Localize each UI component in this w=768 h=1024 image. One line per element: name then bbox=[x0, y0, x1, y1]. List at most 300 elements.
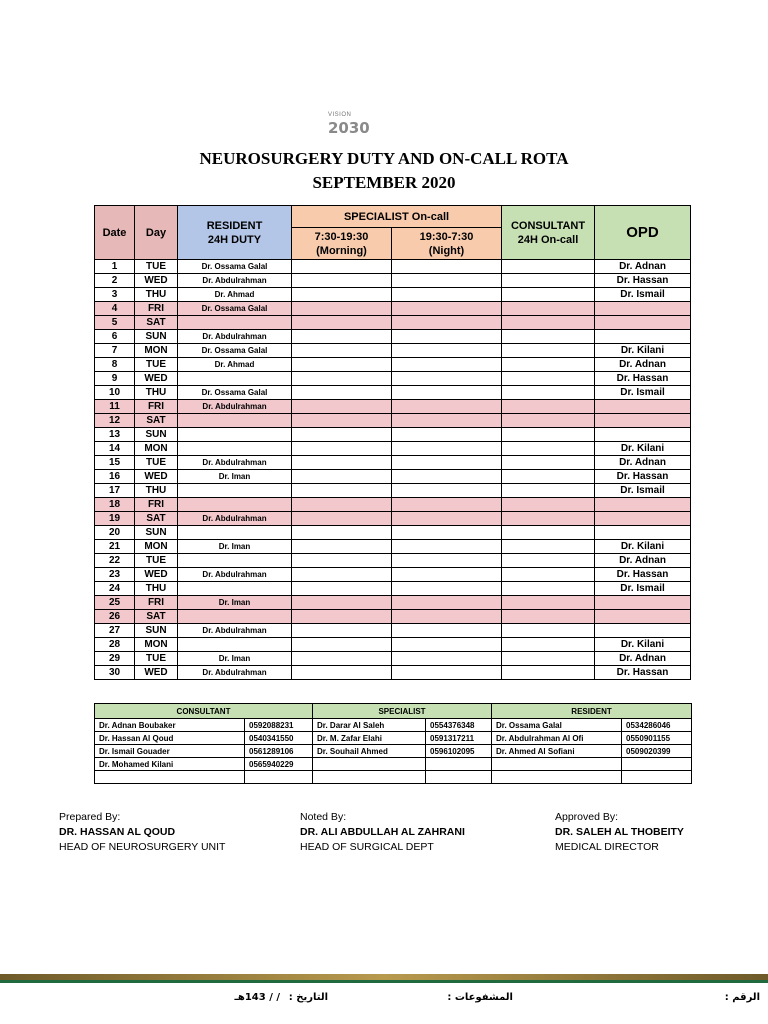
header-morning-label: (Morning) bbox=[316, 244, 367, 257]
rota-date-cell: 17 bbox=[95, 484, 135, 498]
rota-row bbox=[95, 358, 691, 372]
rota-night-cell bbox=[392, 470, 502, 484]
rota-resident-cell: Dr. Ossama Galal bbox=[178, 344, 292, 358]
header-resident-label: RESIDENT bbox=[206, 219, 263, 232]
rota-consultant-cell bbox=[502, 512, 595, 526]
rota-day-cell: FRI bbox=[135, 400, 178, 414]
rota-resident-cell bbox=[178, 316, 292, 330]
header-specialist: SPECIALIST On-call bbox=[292, 206, 502, 228]
rota-day-cell: SUN bbox=[135, 526, 178, 540]
rota-opd-cell bbox=[595, 316, 691, 330]
rota-consultant-cell bbox=[502, 484, 595, 498]
rota-opd-cell: Dr. Hassan bbox=[595, 372, 691, 386]
rota-morning-cell bbox=[292, 302, 392, 316]
rota-day-cell: FRI bbox=[135, 302, 178, 316]
rota-date-cell: 1 bbox=[95, 260, 135, 274]
rota-date-cell: 7 bbox=[95, 344, 135, 358]
rota-date-cell: 16 bbox=[95, 470, 135, 484]
rota-opd-cell: Dr. Hassan bbox=[595, 470, 691, 484]
rota-night-cell bbox=[392, 666, 502, 680]
rota-resident-cell: Dr. Ossama Galal bbox=[178, 260, 292, 274]
rota-morning-cell bbox=[292, 540, 392, 554]
rota-date-cell: 20 bbox=[95, 526, 135, 540]
header-day: Day bbox=[135, 206, 178, 260]
header-resident bbox=[178, 206, 292, 260]
rota-consultant-cell bbox=[502, 652, 595, 666]
rota-row bbox=[95, 330, 691, 344]
rota-opd-cell: Dr. Kilani bbox=[595, 442, 691, 456]
rota-date-cell: 26 bbox=[95, 610, 135, 624]
page-title: NEUROSURGERY DUTY AND ON-CALL ROTA bbox=[199, 149, 569, 168]
rota-opd-cell: Dr. Hassan bbox=[595, 274, 691, 288]
rota-date-cell: 25 bbox=[95, 596, 135, 610]
rota-consultant-cell bbox=[502, 414, 595, 428]
rota-resident-cell bbox=[178, 582, 292, 596]
rota-day-cell: MON bbox=[135, 344, 178, 358]
rota-consultant-cell bbox=[502, 610, 595, 624]
rota-day-cell: TUE bbox=[135, 554, 178, 568]
rota-consultant-cell bbox=[502, 288, 595, 302]
rota-resident-cell: Dr. Abdulrahman bbox=[178, 400, 292, 414]
rota-morning-cell bbox=[292, 316, 392, 330]
rota-morning-cell bbox=[292, 414, 392, 428]
rota-resident-cell bbox=[178, 428, 292, 442]
rota-morning-cell bbox=[292, 344, 392, 358]
rota-morning-cell bbox=[292, 512, 392, 526]
rota-day-cell: THU bbox=[135, 582, 178, 596]
rota-row bbox=[95, 512, 691, 526]
rota-resident-cell: Dr. Abdulrahman bbox=[178, 274, 292, 288]
header-consultant bbox=[502, 206, 595, 260]
rota-row bbox=[95, 442, 691, 456]
specialist-phone-cell bbox=[426, 758, 492, 771]
header-morning-time: 7:30-19:30 bbox=[314, 230, 369, 243]
rota-row bbox=[95, 470, 691, 484]
rota-night-cell bbox=[392, 526, 502, 540]
rota-opd-cell: Dr. Ismail bbox=[595, 386, 691, 400]
logo-top-text: VISION bbox=[328, 112, 352, 118]
rota-row bbox=[95, 260, 691, 274]
rota-night-cell bbox=[392, 288, 502, 302]
specialist-name-cell bbox=[313, 771, 426, 784]
resident-phone-cell bbox=[622, 771, 692, 784]
prepared-by-block bbox=[59, 810, 225, 855]
rota-date-cell: 29 bbox=[95, 652, 135, 666]
specialist-phone-cell: 0591317211 bbox=[426, 732, 492, 745]
rota-row bbox=[95, 554, 691, 568]
rota-consultant-cell bbox=[502, 470, 595, 484]
rota-consultant-cell bbox=[502, 358, 595, 372]
rota-consultant-cell bbox=[502, 540, 595, 554]
header-opd: OPD bbox=[595, 206, 691, 260]
resident-name-cell: Dr. Abdulrahman Al Ofi bbox=[492, 732, 622, 745]
rota-opd-cell: Dr. Kilani bbox=[595, 344, 691, 358]
rota-opd-cell: Dr. Adnan bbox=[595, 358, 691, 372]
consultant-phone-cell: 0561289106 bbox=[245, 745, 313, 758]
approved-by-label: Approved By: bbox=[555, 811, 619, 823]
footer-green-band bbox=[0, 980, 768, 983]
rota-day-cell: SUN bbox=[135, 330, 178, 344]
consultant-name-cell: Dr. Hassan Al Qoud bbox=[95, 732, 245, 745]
rota-row bbox=[95, 456, 691, 470]
rota-day-cell: TUE bbox=[135, 456, 178, 470]
rota-row bbox=[95, 428, 691, 442]
rota-consultant-cell bbox=[502, 316, 595, 330]
rota-consultant-cell bbox=[502, 274, 595, 288]
header-consultant-sub: 24H On-call bbox=[517, 233, 579, 246]
noted-by-title: HEAD OF SURGICAL DEPT bbox=[300, 841, 434, 853]
rota-resident-cell: Dr. Iman bbox=[178, 470, 292, 484]
rota-morning-cell bbox=[292, 442, 392, 456]
rota-date-cell: 24 bbox=[95, 582, 135, 596]
rota-consultant-cell bbox=[502, 428, 595, 442]
contacts-table bbox=[94, 703, 692, 784]
rota-day-cell: THU bbox=[135, 288, 178, 302]
rota-resident-cell: Dr. Abdulrahman bbox=[178, 568, 292, 582]
rota-row bbox=[95, 498, 691, 512]
rota-morning-cell bbox=[292, 582, 392, 596]
rota-day-cell: TUE bbox=[135, 260, 178, 274]
rota-date-cell: 15 bbox=[95, 456, 135, 470]
consultant-phone-cell: 0565940229 bbox=[245, 758, 313, 771]
rota-night-cell bbox=[392, 554, 502, 568]
consultant-name-cell: Dr. Ismail Gouader bbox=[95, 745, 245, 758]
noted-by-block bbox=[300, 810, 465, 855]
rota-night-cell bbox=[392, 512, 502, 526]
rota-row bbox=[95, 582, 691, 596]
rota-date-cell: 9 bbox=[95, 372, 135, 386]
rota-row bbox=[95, 274, 691, 288]
header-consultant-label: CONSULTANT bbox=[510, 219, 586, 232]
rota-morning-cell bbox=[292, 386, 392, 400]
rota-resident-cell bbox=[178, 610, 292, 624]
rota-night-cell bbox=[392, 652, 502, 666]
page-subtitle: SEPTEMBER 2020 bbox=[312, 173, 456, 192]
rota-morning-cell bbox=[292, 428, 392, 442]
rota-day-cell: MON bbox=[135, 540, 178, 554]
rota-row bbox=[95, 624, 691, 638]
rota-day-cell: SUN bbox=[135, 428, 178, 442]
rota-morning-cell bbox=[292, 526, 392, 540]
contacts-row bbox=[95, 758, 692, 771]
rota-day-cell: WED bbox=[135, 568, 178, 582]
rota-opd-cell bbox=[595, 498, 691, 512]
rota-opd-cell bbox=[595, 414, 691, 428]
rota-night-cell bbox=[392, 414, 502, 428]
footer-date-value: / / 143هـ bbox=[234, 992, 280, 1003]
rota-resident-cell: Dr. Iman bbox=[178, 540, 292, 554]
rota-night-cell bbox=[392, 344, 502, 358]
rota-morning-cell bbox=[292, 274, 392, 288]
rota-consultant-cell bbox=[502, 638, 595, 652]
rota-opd-cell bbox=[595, 512, 691, 526]
rota-day-cell: SAT bbox=[135, 414, 178, 428]
rota-opd-cell: Dr. Adnan bbox=[595, 260, 691, 274]
rota-date-cell: 28 bbox=[95, 638, 135, 652]
footer-attachments-label: المشفوعات : bbox=[447, 992, 513, 1003]
consultant-phone-cell: 0592088231 bbox=[245, 719, 313, 732]
resident-phone-cell bbox=[622, 758, 692, 771]
rota-night-cell bbox=[392, 456, 502, 470]
rota-date-cell: 8 bbox=[95, 358, 135, 372]
rota-opd-cell bbox=[595, 526, 691, 540]
rota-table bbox=[94, 205, 691, 680]
rota-opd-cell: Dr. Kilani bbox=[595, 540, 691, 554]
rota-consultant-cell bbox=[502, 568, 595, 582]
rota-consultant-cell bbox=[502, 554, 595, 568]
rota-consultant-cell bbox=[502, 400, 595, 414]
rota-date-cell: 13 bbox=[95, 428, 135, 442]
rota-date-cell: 30 bbox=[95, 666, 135, 680]
rota-morning-cell bbox=[292, 330, 392, 344]
rota-resident-cell bbox=[178, 498, 292, 512]
rota-morning-cell bbox=[292, 652, 392, 666]
logo-main-text: 2030 bbox=[328, 119, 370, 137]
rota-resident-cell: Dr. Ahmad bbox=[178, 288, 292, 302]
rota-night-cell bbox=[392, 316, 502, 330]
rota-opd-cell: Dr. Ismail bbox=[595, 288, 691, 302]
resident-phone-cell: 0509020399 bbox=[622, 745, 692, 758]
rota-day-cell: MON bbox=[135, 638, 178, 652]
rota-date-cell: 27 bbox=[95, 624, 135, 638]
rota-consultant-cell bbox=[502, 498, 595, 512]
header-resident-sub: 24H DUTY bbox=[207, 233, 262, 246]
prepared-by-name: DR. HASSAN AL QOUD bbox=[59, 826, 176, 838]
rota-night-cell bbox=[392, 582, 502, 596]
footer-number-label: الرقم : bbox=[724, 992, 760, 1003]
rota-resident-cell bbox=[178, 442, 292, 456]
rota-row bbox=[95, 666, 691, 680]
rota-resident-cell: Dr. Ahmad bbox=[178, 358, 292, 372]
rota-consultant-cell bbox=[502, 666, 595, 680]
rota-opd-cell bbox=[595, 596, 691, 610]
rota-day-cell: THU bbox=[135, 484, 178, 498]
rota-resident-cell: Dr. Abdulrahman bbox=[178, 624, 292, 638]
rota-day-cell: SUN bbox=[135, 624, 178, 638]
rota-morning-cell bbox=[292, 666, 392, 680]
specialist-name-cell bbox=[313, 758, 426, 771]
rota-resident-cell: Dr. Ossama Galal bbox=[178, 386, 292, 400]
noted-by-name: DR. ALI ABDULLAH AL ZAHRANI bbox=[300, 826, 465, 838]
rota-morning-cell bbox=[292, 456, 392, 470]
rota-row bbox=[95, 540, 691, 554]
rota-date-cell: 23 bbox=[95, 568, 135, 582]
rota-night-cell bbox=[392, 274, 502, 288]
contacts-row bbox=[95, 732, 692, 745]
rota-row bbox=[95, 386, 691, 400]
rota-row bbox=[95, 344, 691, 358]
rota-night-cell bbox=[392, 372, 502, 386]
rota-opd-cell bbox=[595, 400, 691, 414]
rota-date-cell: 5 bbox=[95, 316, 135, 330]
rota-opd-cell: Dr. Adnan bbox=[595, 652, 691, 666]
rota-row bbox=[95, 652, 691, 666]
rota-night-cell bbox=[392, 568, 502, 582]
rota-night-cell bbox=[392, 540, 502, 554]
rota-body bbox=[95, 260, 691, 680]
resident-name-cell bbox=[492, 771, 622, 784]
rota-morning-cell bbox=[292, 498, 392, 512]
rota-opd-cell bbox=[595, 302, 691, 316]
rota-day-cell: SAT bbox=[135, 316, 178, 330]
rota-opd-cell: Dr. Hassan bbox=[595, 568, 691, 582]
rota-row bbox=[95, 400, 691, 414]
rota-consultant-cell bbox=[502, 330, 595, 344]
rota-consultant-cell bbox=[502, 624, 595, 638]
rota-consultant-cell bbox=[502, 260, 595, 274]
rota-resident-cell: Dr. Ossama Galal bbox=[178, 302, 292, 316]
rota-opd-cell bbox=[595, 428, 691, 442]
rota-consultant-cell bbox=[502, 372, 595, 386]
prepared-by-label: Prepared By: bbox=[59, 811, 121, 823]
contacts-body bbox=[95, 719, 692, 784]
vision-2030-logo bbox=[326, 110, 378, 144]
resident-name-cell bbox=[492, 758, 622, 771]
rota-resident-cell bbox=[178, 638, 292, 652]
rota-night-cell bbox=[392, 596, 502, 610]
rota-date-cell: 10 bbox=[95, 386, 135, 400]
rota-resident-cell bbox=[178, 554, 292, 568]
rota-day-cell: WED bbox=[135, 372, 178, 386]
rota-date-cell: 11 bbox=[95, 400, 135, 414]
rota-opd-cell bbox=[595, 330, 691, 344]
rota-row bbox=[95, 596, 691, 610]
contacts-header-consultant: CONSULTANT bbox=[95, 704, 313, 719]
rota-night-cell bbox=[392, 358, 502, 372]
contacts-row bbox=[95, 745, 692, 758]
rota-consultant-cell bbox=[502, 456, 595, 470]
footer-date-label: التاريخ : bbox=[288, 992, 328, 1003]
rota-date-cell: 6 bbox=[95, 330, 135, 344]
rota-night-cell bbox=[392, 484, 502, 498]
header-night-time: 19:30-7:30 bbox=[419, 230, 474, 243]
rota-resident-cell bbox=[178, 414, 292, 428]
consultant-name-cell: Dr. Adnan Boubaker bbox=[95, 719, 245, 732]
rota-morning-cell bbox=[292, 260, 392, 274]
rota-row bbox=[95, 414, 691, 428]
rota-day-cell: SAT bbox=[135, 610, 178, 624]
rota-morning-cell bbox=[292, 288, 392, 302]
rota-resident-cell bbox=[178, 484, 292, 498]
rota-night-cell bbox=[392, 638, 502, 652]
rota-night-cell bbox=[392, 400, 502, 414]
rota-date-cell: 3 bbox=[95, 288, 135, 302]
rota-row bbox=[95, 568, 691, 582]
contacts-header-specialist: SPECIALIST bbox=[313, 704, 492, 719]
rota-resident-cell: Dr. Abdulrahman bbox=[178, 456, 292, 470]
specialist-name-cell: Dr. Darar Al Saleh bbox=[313, 719, 426, 732]
rota-opd-cell bbox=[595, 624, 691, 638]
rota-consultant-cell bbox=[502, 596, 595, 610]
rota-row bbox=[95, 288, 691, 302]
consultant-phone-cell bbox=[245, 771, 313, 784]
rota-opd-cell: Dr. Hassan bbox=[595, 666, 691, 680]
rota-day-cell: WED bbox=[135, 666, 178, 680]
rota-opd-cell: Dr. Kilani bbox=[595, 638, 691, 652]
rota-row bbox=[95, 638, 691, 652]
rota-morning-cell bbox=[292, 554, 392, 568]
rota-day-cell: THU bbox=[135, 386, 178, 400]
rota-row bbox=[95, 316, 691, 330]
rota-morning-cell bbox=[292, 624, 392, 638]
specialist-phone-cell bbox=[426, 771, 492, 784]
rota-consultant-cell bbox=[502, 526, 595, 540]
rota-date-cell: 19 bbox=[95, 512, 135, 526]
specialist-name-cell: Dr. Souhail Ahmed bbox=[313, 745, 426, 758]
rota-day-cell: TUE bbox=[135, 652, 178, 666]
rota-row bbox=[95, 610, 691, 624]
rota-morning-cell bbox=[292, 484, 392, 498]
rota-morning-cell bbox=[292, 638, 392, 652]
prepared-by-title: HEAD OF NEUROSURGERY UNIT bbox=[59, 841, 226, 853]
rota-opd-cell: Dr. Adnan bbox=[595, 456, 691, 470]
rota-night-cell bbox=[392, 386, 502, 400]
rota-day-cell: SAT bbox=[135, 512, 178, 526]
rota-date-cell: 22 bbox=[95, 554, 135, 568]
rota-consultant-cell bbox=[502, 344, 595, 358]
resident-phone-cell: 0550901155 bbox=[622, 732, 692, 745]
rota-opd-cell: Dr. Ismail bbox=[595, 582, 691, 596]
rota-day-cell: FRI bbox=[135, 498, 178, 512]
resident-name-cell: Dr. Ahmed Al Sofiani bbox=[492, 745, 622, 758]
rota-date-cell: 14 bbox=[95, 442, 135, 456]
rota-resident-cell: Dr. Abdulrahman bbox=[178, 330, 292, 344]
rota-resident-cell: Dr. Abdulrahman bbox=[178, 512, 292, 526]
rota-night-cell bbox=[392, 302, 502, 316]
rota-night-cell bbox=[392, 260, 502, 274]
rota-day-cell: FRI bbox=[135, 596, 178, 610]
rota-date-cell: 18 bbox=[95, 498, 135, 512]
rota-opd-cell bbox=[595, 610, 691, 624]
rota-row bbox=[95, 372, 691, 386]
noted-by-label: Noted By: bbox=[300, 811, 347, 823]
rota-row bbox=[95, 302, 691, 316]
contacts-row bbox=[95, 719, 692, 732]
rota-night-cell bbox=[392, 330, 502, 344]
rota-morning-cell bbox=[292, 596, 392, 610]
rota-morning-cell bbox=[292, 400, 392, 414]
rota-day-cell: TUE bbox=[135, 358, 178, 372]
header-night-label: (Night) bbox=[428, 244, 465, 257]
rota-night-cell bbox=[392, 498, 502, 512]
rota-resident-cell bbox=[178, 526, 292, 540]
rota-consultant-cell bbox=[502, 442, 595, 456]
rota-resident-cell: Dr. Abdulrahman bbox=[178, 666, 292, 680]
rota-date-cell: 21 bbox=[95, 540, 135, 554]
consultant-phone-cell: 0540341550 bbox=[245, 732, 313, 745]
approved-by-title: MEDICAL DIRECTOR bbox=[555, 841, 659, 853]
consultant-name-cell bbox=[95, 771, 245, 784]
rota-resident-cell bbox=[178, 372, 292, 386]
rota-date-cell: 2 bbox=[95, 274, 135, 288]
rota-resident-cell: Dr. Iman bbox=[178, 652, 292, 666]
rota-opd-cell: Dr. Adnan bbox=[595, 554, 691, 568]
rota-morning-cell bbox=[292, 358, 392, 372]
resident-phone-cell: 0534286046 bbox=[622, 719, 692, 732]
rota-date-cell: 12 bbox=[95, 414, 135, 428]
rota-morning-cell bbox=[292, 568, 392, 582]
rota-consultant-cell bbox=[502, 386, 595, 400]
rota-row bbox=[95, 484, 691, 498]
rota-day-cell: WED bbox=[135, 274, 178, 288]
rota-morning-cell bbox=[292, 470, 392, 484]
contacts-header-resident: RESIDENT bbox=[492, 704, 692, 719]
header-morning bbox=[292, 228, 392, 260]
header-night bbox=[392, 228, 502, 260]
rota-morning-cell bbox=[292, 610, 392, 624]
rota-date-cell: 4 bbox=[95, 302, 135, 316]
rota-night-cell bbox=[392, 428, 502, 442]
